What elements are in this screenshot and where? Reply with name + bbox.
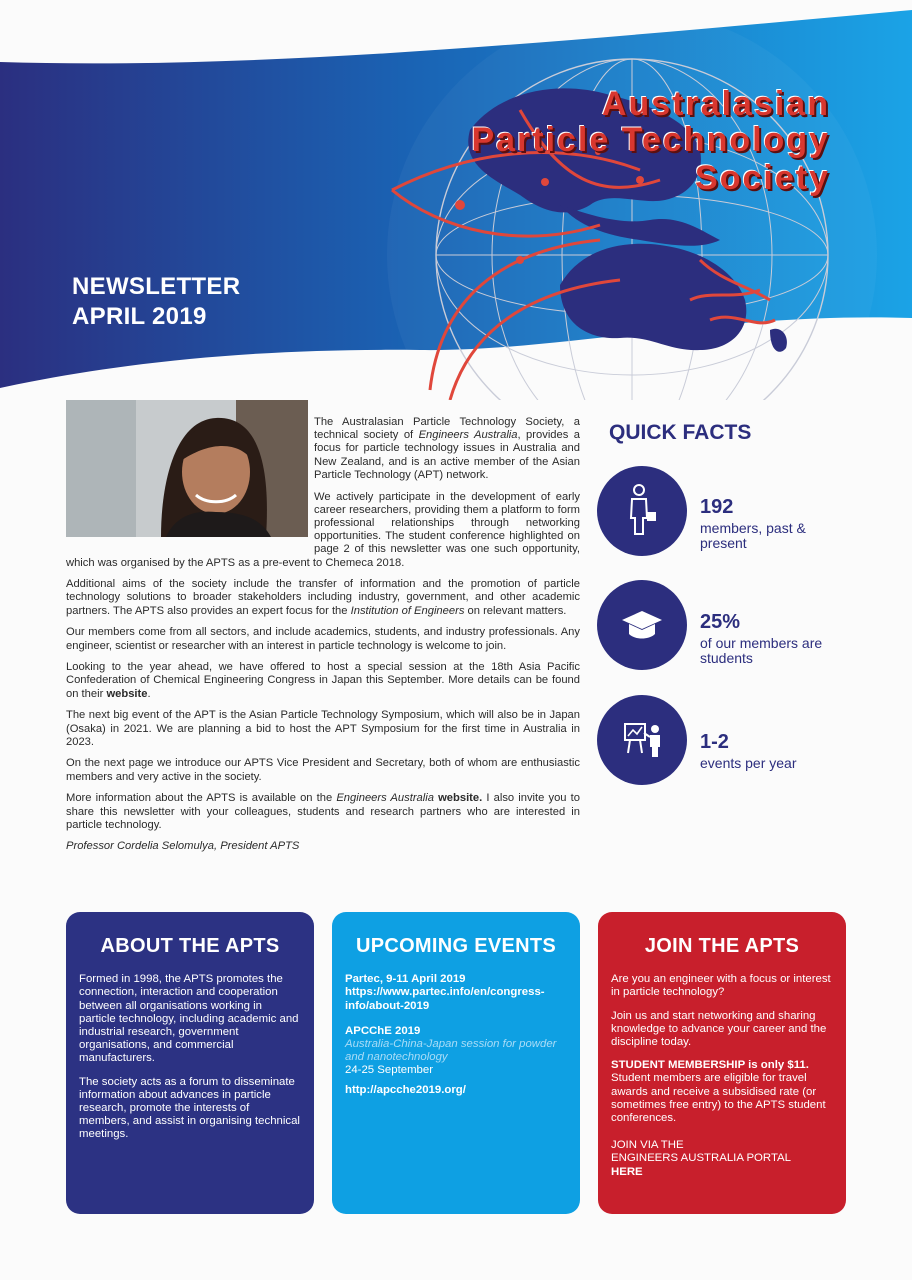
intro-paragraph-4: Our members come from all sectors, and include academics, students, and industry professionals. Any engineer, scientist or researcher with an interest in particle technology is welcome to join.: [66, 626, 580, 652]
quick-facts-title: QUICK FACTS: [609, 421, 752, 444]
join-here-link[interactable]: HERE: [611, 1165, 643, 1178]
join-paragraph-1: Are you an engineer with a focus or interest in particle technology?: [611, 973, 831, 999]
event-2-date: 24-25 September: [345, 1064, 434, 1077]
header-banner: [0, 0, 912, 400]
fact-text-members: members, past & present: [700, 520, 806, 551]
fact-circle-students: [597, 580, 687, 670]
events-box: [332, 912, 580, 1214]
events-title: UPCOMING EVENTS: [355, 935, 557, 957]
join-box: [598, 912, 846, 1214]
signature: Professor Cordelia Selomulya, President APTS: [66, 840, 300, 853]
engineers-australia-website-link[interactable]: website.: [438, 792, 483, 805]
newsletter-label: NEWSLETTER: [72, 273, 241, 300]
join-paragraph-2: Join us and start networking and sharing knowledge to advance your career and the discipline today.: [611, 1009, 827, 1049]
about-box: [66, 912, 314, 1214]
fact-text-students: of our members are students: [700, 635, 823, 666]
fact-circle-events: [597, 695, 687, 785]
intro-paragraph-6: The next big event of the APT is the Asian Particle Technology Symposium, which will also be in Japan (Osaka) in 2021. We are planning a bid to host the APT Symposium for the first time in Australia in 2023.: [66, 709, 580, 748]
newsletter-title: [72, 272, 240, 332]
fact-circle-members: [597, 466, 687, 556]
intro-paragraph-1: The Australasian Particle Technology Society, a technical society of Engineers Australia, provides a focus for particle technology issues in Australia and New Zealand, and is an active member of the Asian Particle Technology (APT) network.: [314, 416, 580, 481]
event-2-description: Australia-China-Japan session for powder and nanotechnology: [345, 1038, 557, 1064]
event-2-url[interactable]: http://apcche2019.org/: [345, 1083, 466, 1096]
about-title: ABOUT THE APTS: [100, 935, 280, 957]
newsletter-date: APRIL 2019: [72, 303, 207, 330]
join-paragraph-3: STUDENT MEMBERSHIP is only $11. Student members are eligible for travel awards and receive a subsidised rate (or sometimes free entry) to the APTS student conferences.: [611, 1059, 826, 1125]
intro-paragraph-8: More information about the APTS is available on the Engineers Australia website. I also invite you to share this newsletter with your colleagues, students and research partners who are interested in particle technology.: [66, 792, 580, 831]
society-name-line-2: Particle Technology: [471, 121, 830, 159]
apcche-website-link[interactable]: website: [106, 687, 148, 700]
graduation-cap-icon: [597, 580, 687, 670]
society-name-line-1: Australasian: [601, 85, 830, 123]
join-portal: JOIN VIA THE ENGINEERS AUSTRALIA PORTAL HERE: [611, 1139, 791, 1178]
event-2-title: APCChE 2019: [345, 1024, 421, 1037]
intro-paragraph-5: Looking to the year ahead, we have offered to host a special session at the 18th Asia Pacific Confederation of Chemical Engineering Congress in Japan this September. More details can be found on their website.: [66, 661, 580, 700]
fact-number-events: 1-2: [700, 731, 729, 753]
society-name-line-3: Society: [695, 159, 830, 197]
intro-paragraph-3: Additional aims of the society include the transfer of information and the promotion of particle technology solutions to broader stakeholders including industry, government, and other academic partners. The APTS also provides an expert focus for the Institution of Engineers on relevant matters.: [66, 578, 580, 617]
intro-paragraph-2: We actively participate in the development of early career researchers, providing them a platform to form professional relationships through networking opportunities. The student conference highlighted on page 2 of this newsletter was one such opportunity, which was organised by the APTS as a pre-event to Chemeca 2018.: [66, 490, 580, 569]
event-1-title: Partec, 9-11 April 2019: [345, 973, 466, 986]
event-1-url[interactable]: https://www.partec.info/en/congress-info/about-2019: [345, 986, 545, 1012]
fact-text-events: events per year: [700, 755, 797, 771]
intro-article: [66, 416, 580, 862]
fact-number-students: 25%: [700, 611, 741, 633]
person-icon: [597, 466, 687, 556]
intro-paragraph-7: On the next page we introduce our APTS Vice President and Secretary, both of whom are enthusiastic members and very active in the society.: [66, 757, 580, 783]
join-title: JOIN THE APTS: [644, 935, 800, 957]
presentation-icon: [597, 695, 687, 785]
about-paragraph-2: The society acts as a forum to disseminate information about advances in particle research, promote the interests of members, and assist in organising technical meetings.: [79, 1075, 300, 1141]
fact-number-members: 192: [700, 496, 734, 518]
about-paragraph-1: Formed in 1998, the APTS promotes the connection, interaction and cooperation between all organisations working in particle technology, including academic and industrial research, government organisations, and commercial manufacturers.: [79, 973, 299, 1065]
